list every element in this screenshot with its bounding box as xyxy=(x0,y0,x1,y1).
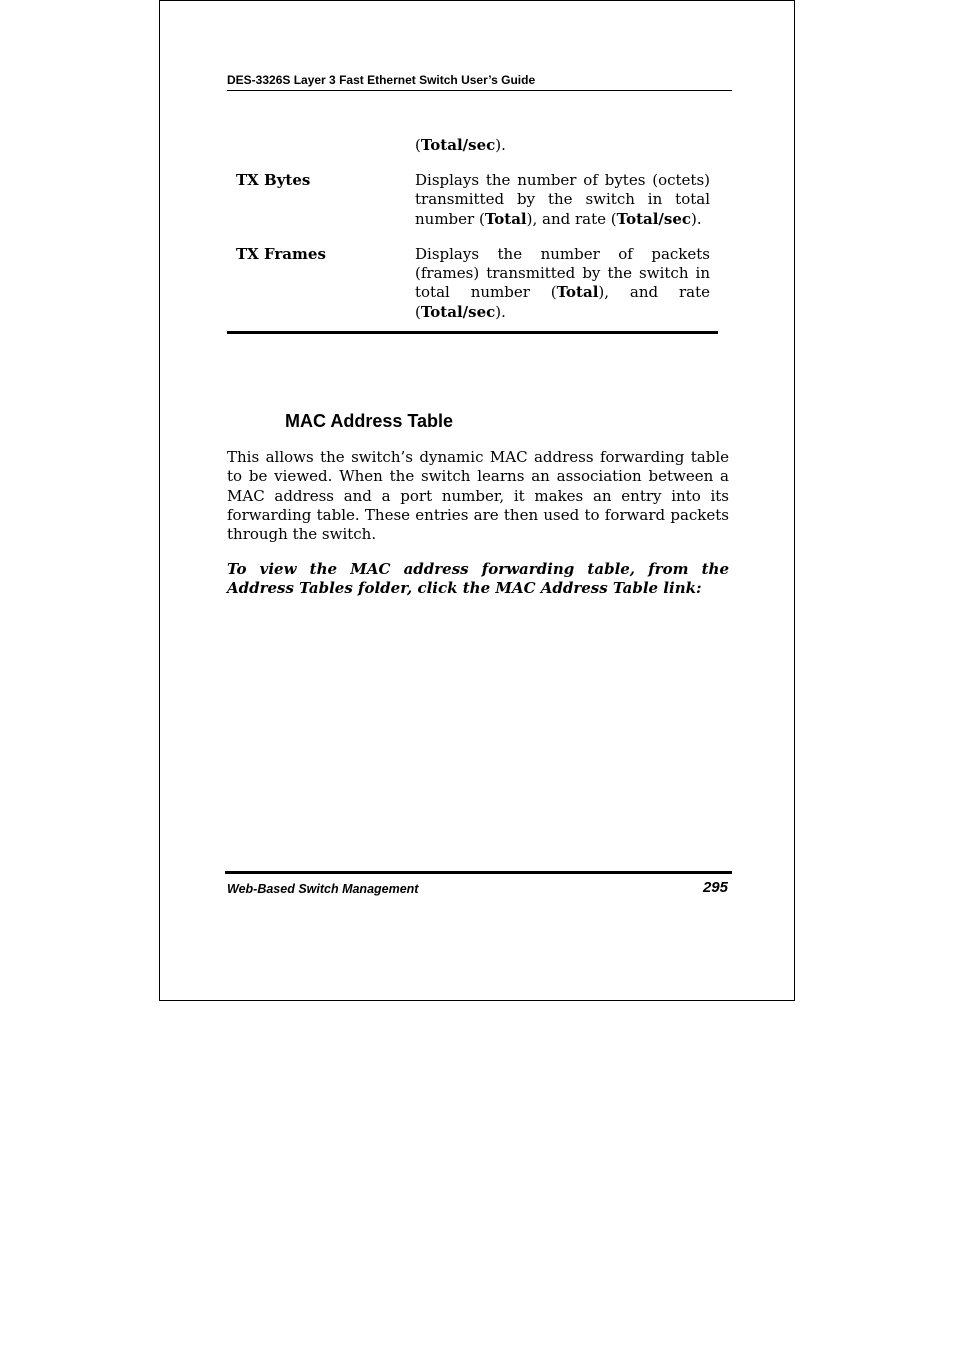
table-continuation-text: (Total/sec). xyxy=(415,136,506,154)
definition-term: TX Bytes xyxy=(236,171,311,189)
definition-row-tx-frames xyxy=(227,245,718,322)
footer-section-title: Web-Based Switch Management xyxy=(227,882,419,896)
definition-term: TX Frames xyxy=(236,244,326,263)
section-heading: MAC Address Table xyxy=(285,411,454,431)
definition-description: Displays the number of packets (frames) transmitted by the switch in total number (Total), and rate (Total/sec). xyxy=(415,244,710,321)
page-number: 295 xyxy=(702,879,728,896)
definition-table xyxy=(227,171,718,334)
footer-rule xyxy=(225,871,732,874)
definition-description: Displays the number of bytes (octets) transmitted by the switch in total number (Total), and rate (Total/sec). xyxy=(415,171,710,228)
instruction-text: To view the MAC address forwarding table, from the Address Tables folder, click the MAC Address Table link: xyxy=(227,560,729,598)
body-paragraph: This allows the switch’s dynamic MAC address forwarding table to be viewed. When the switch learns an association between a MAC address and a port number, it makes an entry into its forwarding table. These entries are then used to forward packets through the switch. xyxy=(227,448,729,544)
running-header: DES-3326S Layer 3 Fast Ethernet Switch User’s Guide xyxy=(227,72,732,91)
definition-row-tx-bytes xyxy=(227,171,718,229)
